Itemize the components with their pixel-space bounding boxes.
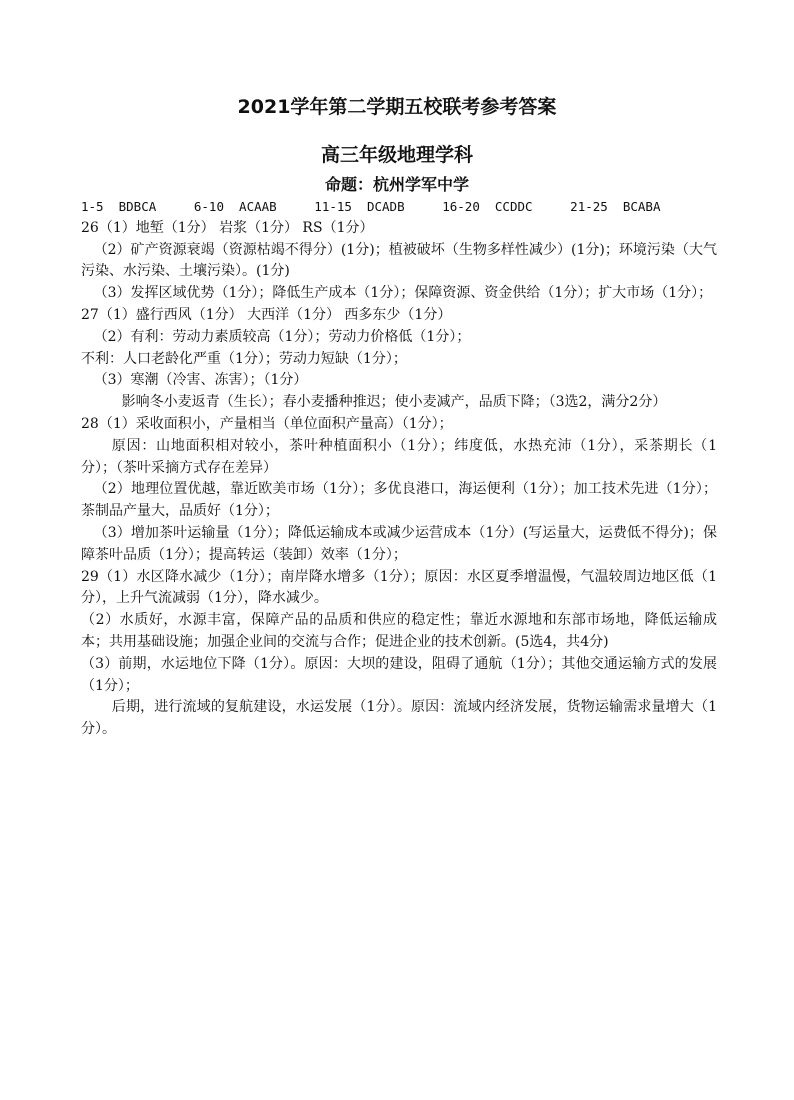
q29-part1: 29（1）水区降水减少（1分）；南岸降水增多（1分）；原因：水区夏季增温慢，气温较周边地区低（1分），上升气流减弱（1分），降水减少。 xyxy=(81,568,717,607)
q27-part3-impact: 影响冬小麦返青（生长）；春小麦播种推迟；使小麦减产，品质下降；（3选2，满分2分） xyxy=(121,394,667,411)
q26-part2: （2）矿产资源衰竭（资源枯竭不得分）(1分)；植被破坏（生物多样性减少）(1分)；环境污染（大气污染、水污染、土壤污染）。(1分) xyxy=(81,241,717,280)
document-subtitle: 高三年级地理学科 xyxy=(320,144,473,166)
q29-part3: （3）前期，水运地位下降（1分）。原因：大坝的建设，阻碍了通航（1分）；其他交通运输方式的发展（1分）； xyxy=(81,655,717,694)
q27-part2-disadvantage: 不利：人口老龄化严重（1分）；劳动力短缺（1分）； xyxy=(81,350,407,367)
document-author: 命题：杭州学军中学 xyxy=(324,175,469,194)
q28-part1: 28（1）采收面积小，产量相当（单位面积产量高）（1分）； xyxy=(81,415,453,432)
q27-part3: （3）寒潮（冷害、冻害）；（1分） xyxy=(93,372,308,389)
answer-body xyxy=(81,196,717,741)
q26-part3: （3）发挥区域优势（1分）；降低生产成本（1分）；保障资源、资金供给（1分）；扩大市场（1分）； xyxy=(93,285,713,302)
q29-part3-later: 后期，进行流域的复航建设，水运发展（1分）。原因：流域内经济发展，货物运输需求量增大（1分）。 xyxy=(81,699,717,738)
q27-part1: 27（1）盛行西风（1分） 大西洋（1分） 西多东少（1分） xyxy=(81,306,452,323)
q29-part2: （2）水质好，水源丰富，保障产品的品质和供应的稳定性；靠近水源地和东部市场地，降低运输成本；共用基础设施；加强企业间的交流与合作；促进企业的技术创新。(5选4，共4分) xyxy=(81,612,717,650)
q26-part1: 26（1）地堑（1分） 岩浆（1分） RS（1分） xyxy=(81,219,374,236)
q27-part2: （2）有利：劳动力素质较高（1分）；劳动力价格低（1分）； xyxy=(93,328,471,345)
document-title: 2021学年第二学期五校联考参考答案 xyxy=(237,96,557,118)
q28-part3: （3）增加茶叶运输量（1分）；降低运输成本或减少运营成本（1分）(写运量大，运费低不得分)；保障茶叶品质（1分）；提高转运（装卸）效率（1分）； xyxy=(81,524,717,563)
q28-part2: （2）地理位置优越，靠近欧美市场（1分）；多优良港口，海运便利（1分）；加工技术先进（1分）；茶制品产量大，品质好（1分）； xyxy=(81,481,717,520)
q28-part1-reason: 原因：山地面积相对较小，茶叶种植面积小（1分）；纬度低，水热充沛（1分），采茶期长（1分）；（茶叶采摘方式存在差异） xyxy=(81,437,717,476)
mcq-answers: 1-5 BDBCA 6-10 ACAAB 11-15 DCADB 16-20 CCDDC 21-25 BCABA xyxy=(81,199,661,214)
